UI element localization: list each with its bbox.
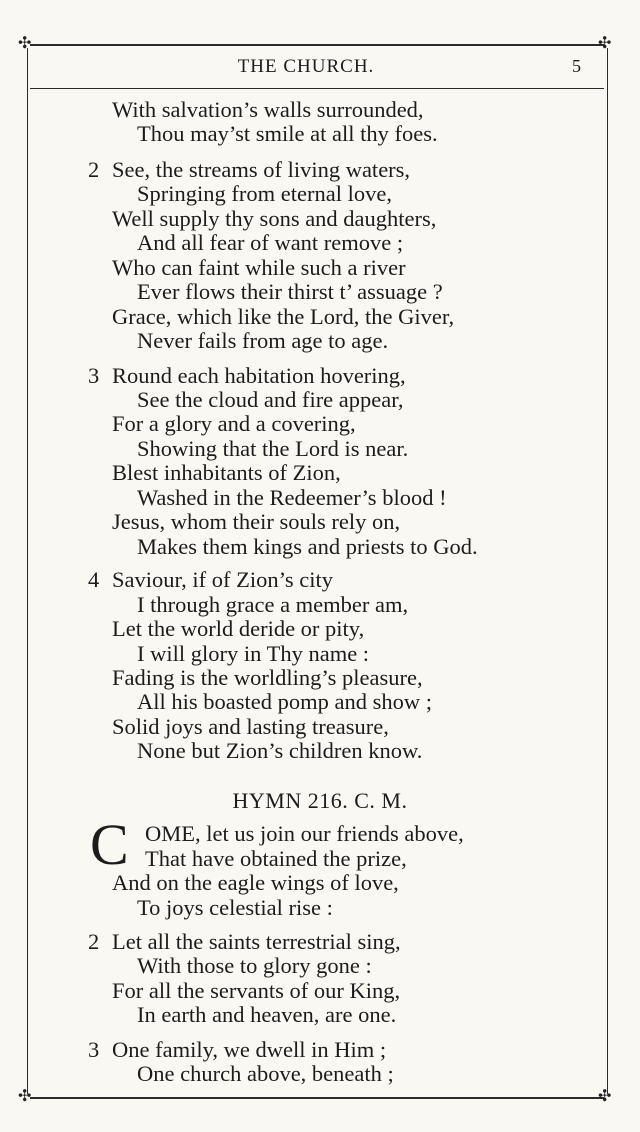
corner-ornament-bottom-right: ✣ (598, 1088, 612, 1105)
page-title: THE CHURCH. (237, 56, 375, 77)
verse-line: All his boasted pomp and show ; (137, 689, 432, 714)
verse-line: Showing that the Lord is near. (137, 436, 409, 461)
verse-line: And on the eagle wings of love, (112, 870, 399, 895)
corner-ornament-top-left: ✣ (18, 35, 32, 52)
right-border (607, 48, 608, 1094)
verse-line: With salvation’s walls surrounded, (112, 97, 424, 122)
verse-number: 3 (88, 1037, 100, 1062)
verse-line: I will glory in Thy name : (137, 641, 370, 666)
verse-line: See, the streams of living waters, (112, 157, 411, 182)
top-rule (30, 44, 604, 46)
verse-line: Makes them kings and priests to God. (137, 534, 478, 559)
left-border (27, 48, 28, 1094)
verse-line: Fading is the worldling’s pleasure, (112, 665, 423, 690)
verse-line: Round each habitation hovering, (112, 363, 406, 388)
verse-line: Jesus, whom their souls rely on, (112, 509, 401, 534)
verse-line: OME, let us join our friends above, (145, 821, 464, 846)
verse-line: Washed in the Redeemer’s blood ! (137, 485, 447, 510)
verse-line: Blest inhabitants of Zion, (112, 460, 341, 485)
verse-line: With those to glory gone : (137, 953, 372, 978)
verse-line: Well supply thy sons and daughters, (112, 206, 437, 231)
header-rule (30, 88, 604, 89)
verse-line: None but Zion’s children know. (137, 738, 423, 763)
hymn-heading: HYMN 216. C. M. (232, 788, 408, 813)
verse-line: Let the world deride or pity, (112, 616, 365, 641)
verse-line: One church above, beneath ; (137, 1061, 394, 1086)
running-header (0, 54, 640, 82)
verse-line: I through grace a member am, (137, 592, 409, 617)
verse-line: Who can faint while such a river (112, 255, 406, 280)
verse-line: To joys celestial rise : (137, 895, 333, 920)
verse-number: 4 (88, 567, 100, 592)
verse-line: And all fear of want remove ; (137, 230, 404, 255)
verse-line: One family, we dwell in Him ; (112, 1037, 387, 1062)
verse-line: Never fails from age to age. (137, 328, 389, 353)
verse-line: Thou may’st smile at all thy foes. (137, 121, 438, 146)
verse-number: 2 (88, 157, 100, 182)
verse-number: 2 (88, 929, 100, 954)
verse-number: 3 (88, 363, 100, 388)
corner-ornament-top-right: ✣ (598, 35, 612, 52)
verse-line: Let all the saints terrestrial sing, (112, 929, 401, 954)
verse-line: See the cloud and fire appear, (137, 387, 404, 412)
verse-line: Springing from eternal love, (137, 181, 392, 206)
verse-line: Solid joys and lasting treasure, (112, 714, 389, 739)
bottom-rule (30, 1097, 604, 1099)
corner-ornament-bottom-left: ✣ (18, 1088, 32, 1105)
verse-line: In earth and heaven, are one. (137, 1002, 397, 1027)
verse-line: Saviour, if of Zion’s city (112, 567, 333, 592)
verse-line: Grace, which like the Lord, the Giver, (112, 304, 455, 329)
drop-cap: C (90, 812, 129, 877)
verse-line: For a glory and a covering, (112, 411, 356, 436)
verse-line: That have obtained the prize, (145, 846, 407, 871)
verse-line: Ever flows their thirst t’ assuage ? (137, 279, 443, 304)
page-number: 5 (572, 56, 581, 76)
verse-line: For all the servants of our King, (112, 978, 401, 1003)
